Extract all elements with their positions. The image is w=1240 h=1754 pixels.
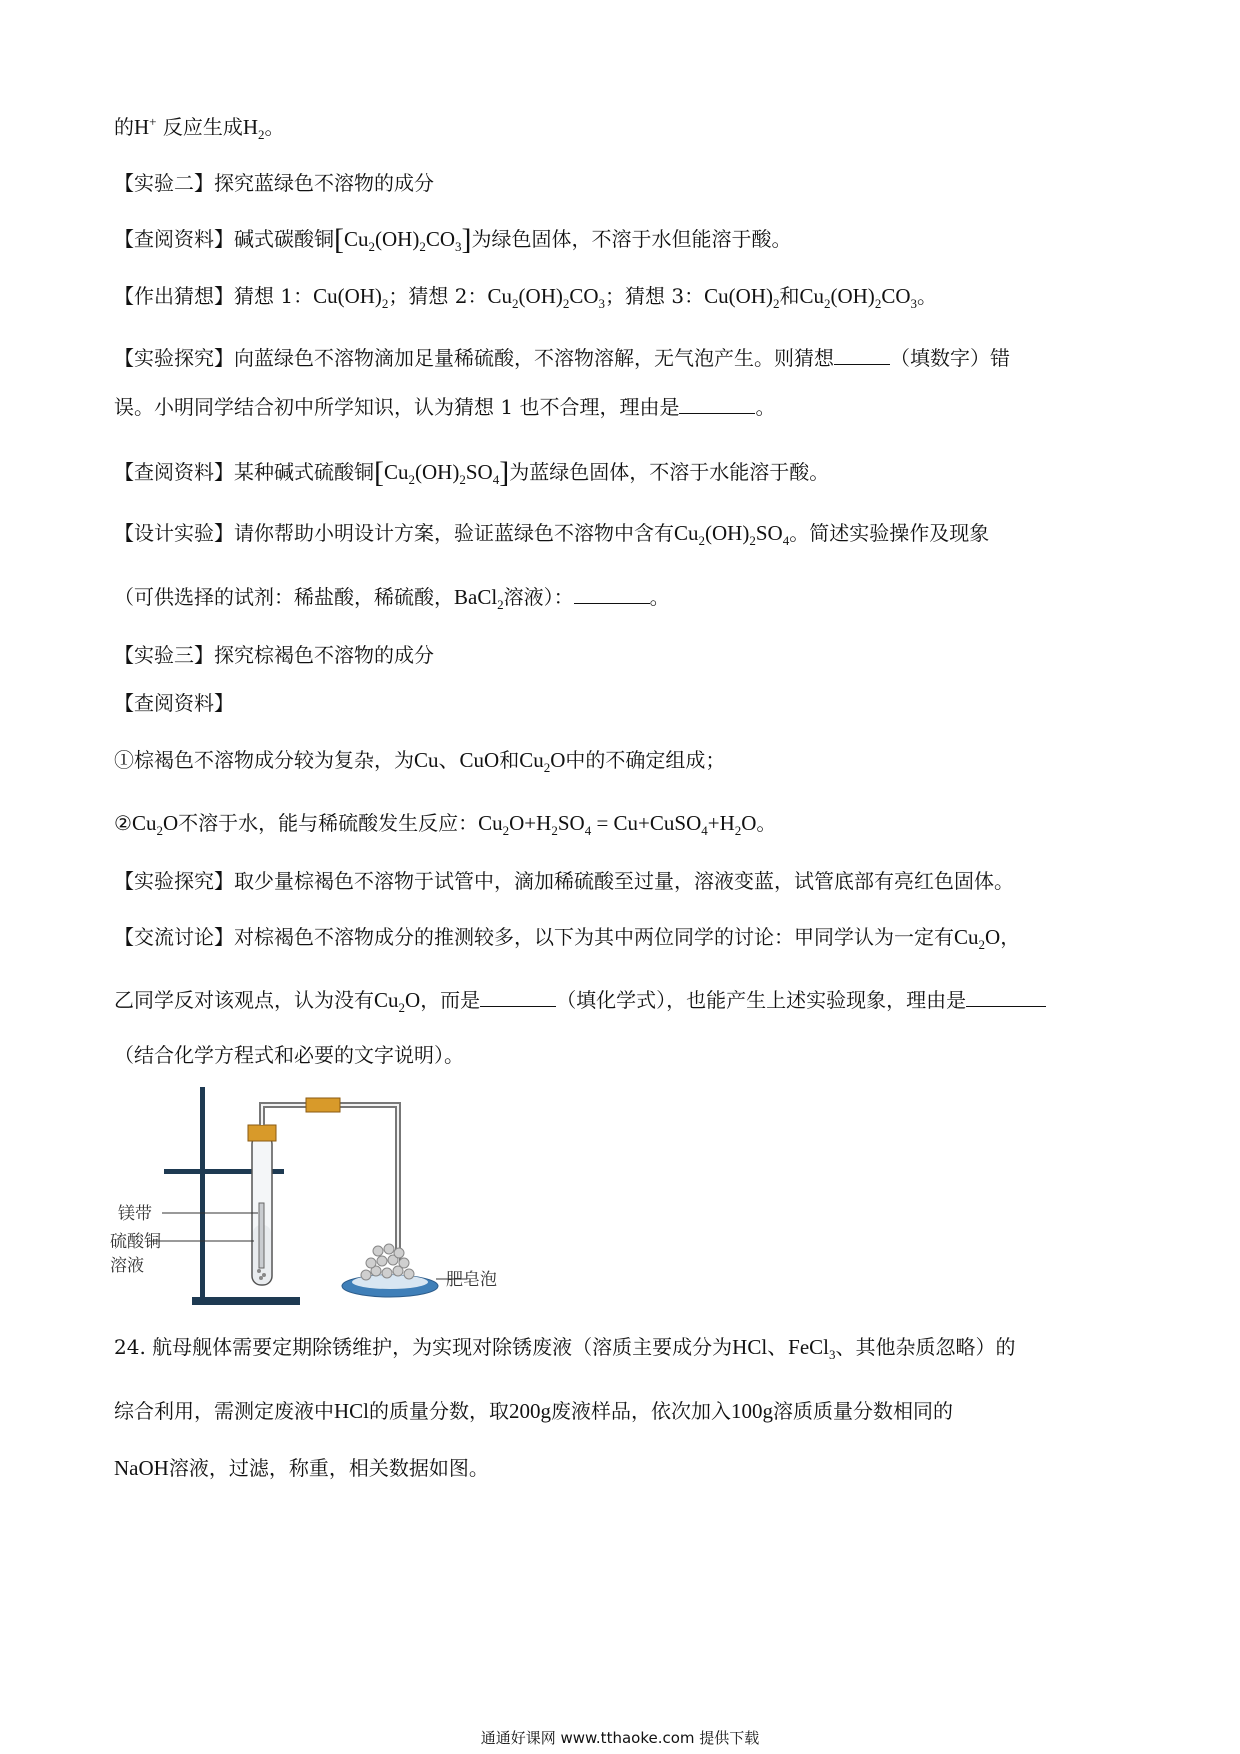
label-magnesium-ribbon: 镁带 bbox=[118, 1204, 152, 1224]
answer-blank[interactable] bbox=[966, 986, 1046, 1007]
label-copper-sulfate: 硫酸铜 bbox=[110, 1232, 161, 1252]
hypotheses: 【作出猜想】猜想 1：$Cu(OH)_2$；猜想 2：$Cu_2(OH)_2CO_3$；猜想 3：$Cu(OH)_2$和$Cu_2(OH)_2CO_3$。 bbox=[114, 284, 937, 312]
iron-stand bbox=[164, 1087, 300, 1305]
experiment-explore-2: 【实验探究】取少量棕褐色不溶物于试管中，滴加稀硫酸至过量，溶液变蓝，试管底部有亮红色固体。 bbox=[114, 869, 1014, 893]
apparatus-figure bbox=[108, 1085, 528, 1310]
experiment-3-title: 【实验三】探究棕褐色不溶物的成分 bbox=[114, 643, 434, 667]
reagents-line: （可供选择的试剂：稀盐酸，稀硫酸，BaCl$_2$溶液）： 。 bbox=[114, 585, 670, 613]
reference-basic-copper-sulfate: 【查阅资料】某种碱式硫酸铜$[Cu_2(OH)_2SO_4]$为蓝绿色固体，不溶于水能溶于酸。 bbox=[114, 456, 830, 489]
experiment-explore-1-cont: 误。小明同学结合初中所学知识，认为猜想 1 也不合理，理由是 。 bbox=[114, 395, 776, 419]
reference-title: 【查阅资料】 bbox=[114, 691, 234, 715]
test-tube bbox=[252, 1135, 272, 1285]
label-soap-bubble: 肥皂泡 bbox=[446, 1270, 497, 1290]
question-24-line-2: 综合利用，需测定废液中HCl的质量分数，取200g废液样品，依次加入100g溶质质量分数相同的 bbox=[114, 1399, 954, 1423]
answer-blank[interactable] bbox=[574, 583, 650, 604]
evaporating-dish bbox=[342, 1275, 438, 1297]
rubber-stopper bbox=[248, 1125, 276, 1141]
delivery-tube bbox=[262, 1105, 398, 1261]
soap-bubbles bbox=[361, 1244, 414, 1280]
question-24-line-1: 24. 航母舰体需要定期除锈维护，为实现对除锈废液（溶质主要成分为HCl、FeCl$_3$、其他杂质忽略）的 bbox=[114, 1335, 1016, 1363]
reference-item-1: ①棕褐色不溶物成分较为复杂，为Cu、CuO和$Cu_2O$中的不确定组成； bbox=[114, 748, 726, 776]
answer-blank[interactable] bbox=[834, 344, 890, 365]
answer-blank[interactable] bbox=[679, 393, 755, 414]
tube-clamp bbox=[306, 1098, 340, 1112]
answer-blank[interactable] bbox=[480, 986, 556, 1007]
question-24-line-3: NaOH溶液，过滤，称重，相关数据如图。 bbox=[114, 1456, 489, 1480]
line-h-plus: 的H+ 反应生成$H_2$。 bbox=[114, 114, 285, 143]
discussion-line-3: （结合化学方程式和必要的文字说明）。 bbox=[114, 1043, 464, 1067]
experiment-2-title: 【实验二】探究蓝绿色不溶物的成分 bbox=[114, 171, 434, 195]
reference-basic-copper-carbonate: 【查阅资料】碱式碳酸铜$[Cu_2(OH)_2CO_3]$为绿色固体，不溶于水但能溶于酸。 bbox=[114, 223, 792, 256]
discussion-line-2: 乙同学反对该观点，认为没有$Cu_2O$，而是 （填化学式），也能产生上述实验现象，理由是 bbox=[114, 985, 1046, 1015]
discussion-line-1: 【交流讨论】对棕褐色不溶物成分的推测较多，以下为其中两位同学的讨论：甲同学认为一定有$Cu_2O$， bbox=[114, 925, 1021, 953]
page-footer: 通通好课网 www.tthaoke.com 提供下载 bbox=[480, 1729, 760, 1747]
design-experiment: 【设计实验】请你帮助小明设计方案，验证蓝绿色不溶物中含有$Cu_2(OH)_2SO_4$。简述实验操作及现象 bbox=[114, 521, 990, 549]
delivery-tube-inner bbox=[262, 1105, 398, 1261]
label-leaders bbox=[150, 1213, 466, 1279]
label-solution: 溶液 bbox=[110, 1256, 144, 1276]
experiment-explore-1: 【实验探究】向蓝绿色不溶物滴加足量稀硫酸，不溶物溶解，无气泡产生。则猜想 （填数字）错 bbox=[114, 346, 1010, 370]
reference-item-2: $②Cu_2O$不溶于水，能与稀硫酸发生反应：$Cu_2O+H_2SO_4$ = $Cu+CuSO_4+H_2O$。 bbox=[114, 811, 777, 839]
